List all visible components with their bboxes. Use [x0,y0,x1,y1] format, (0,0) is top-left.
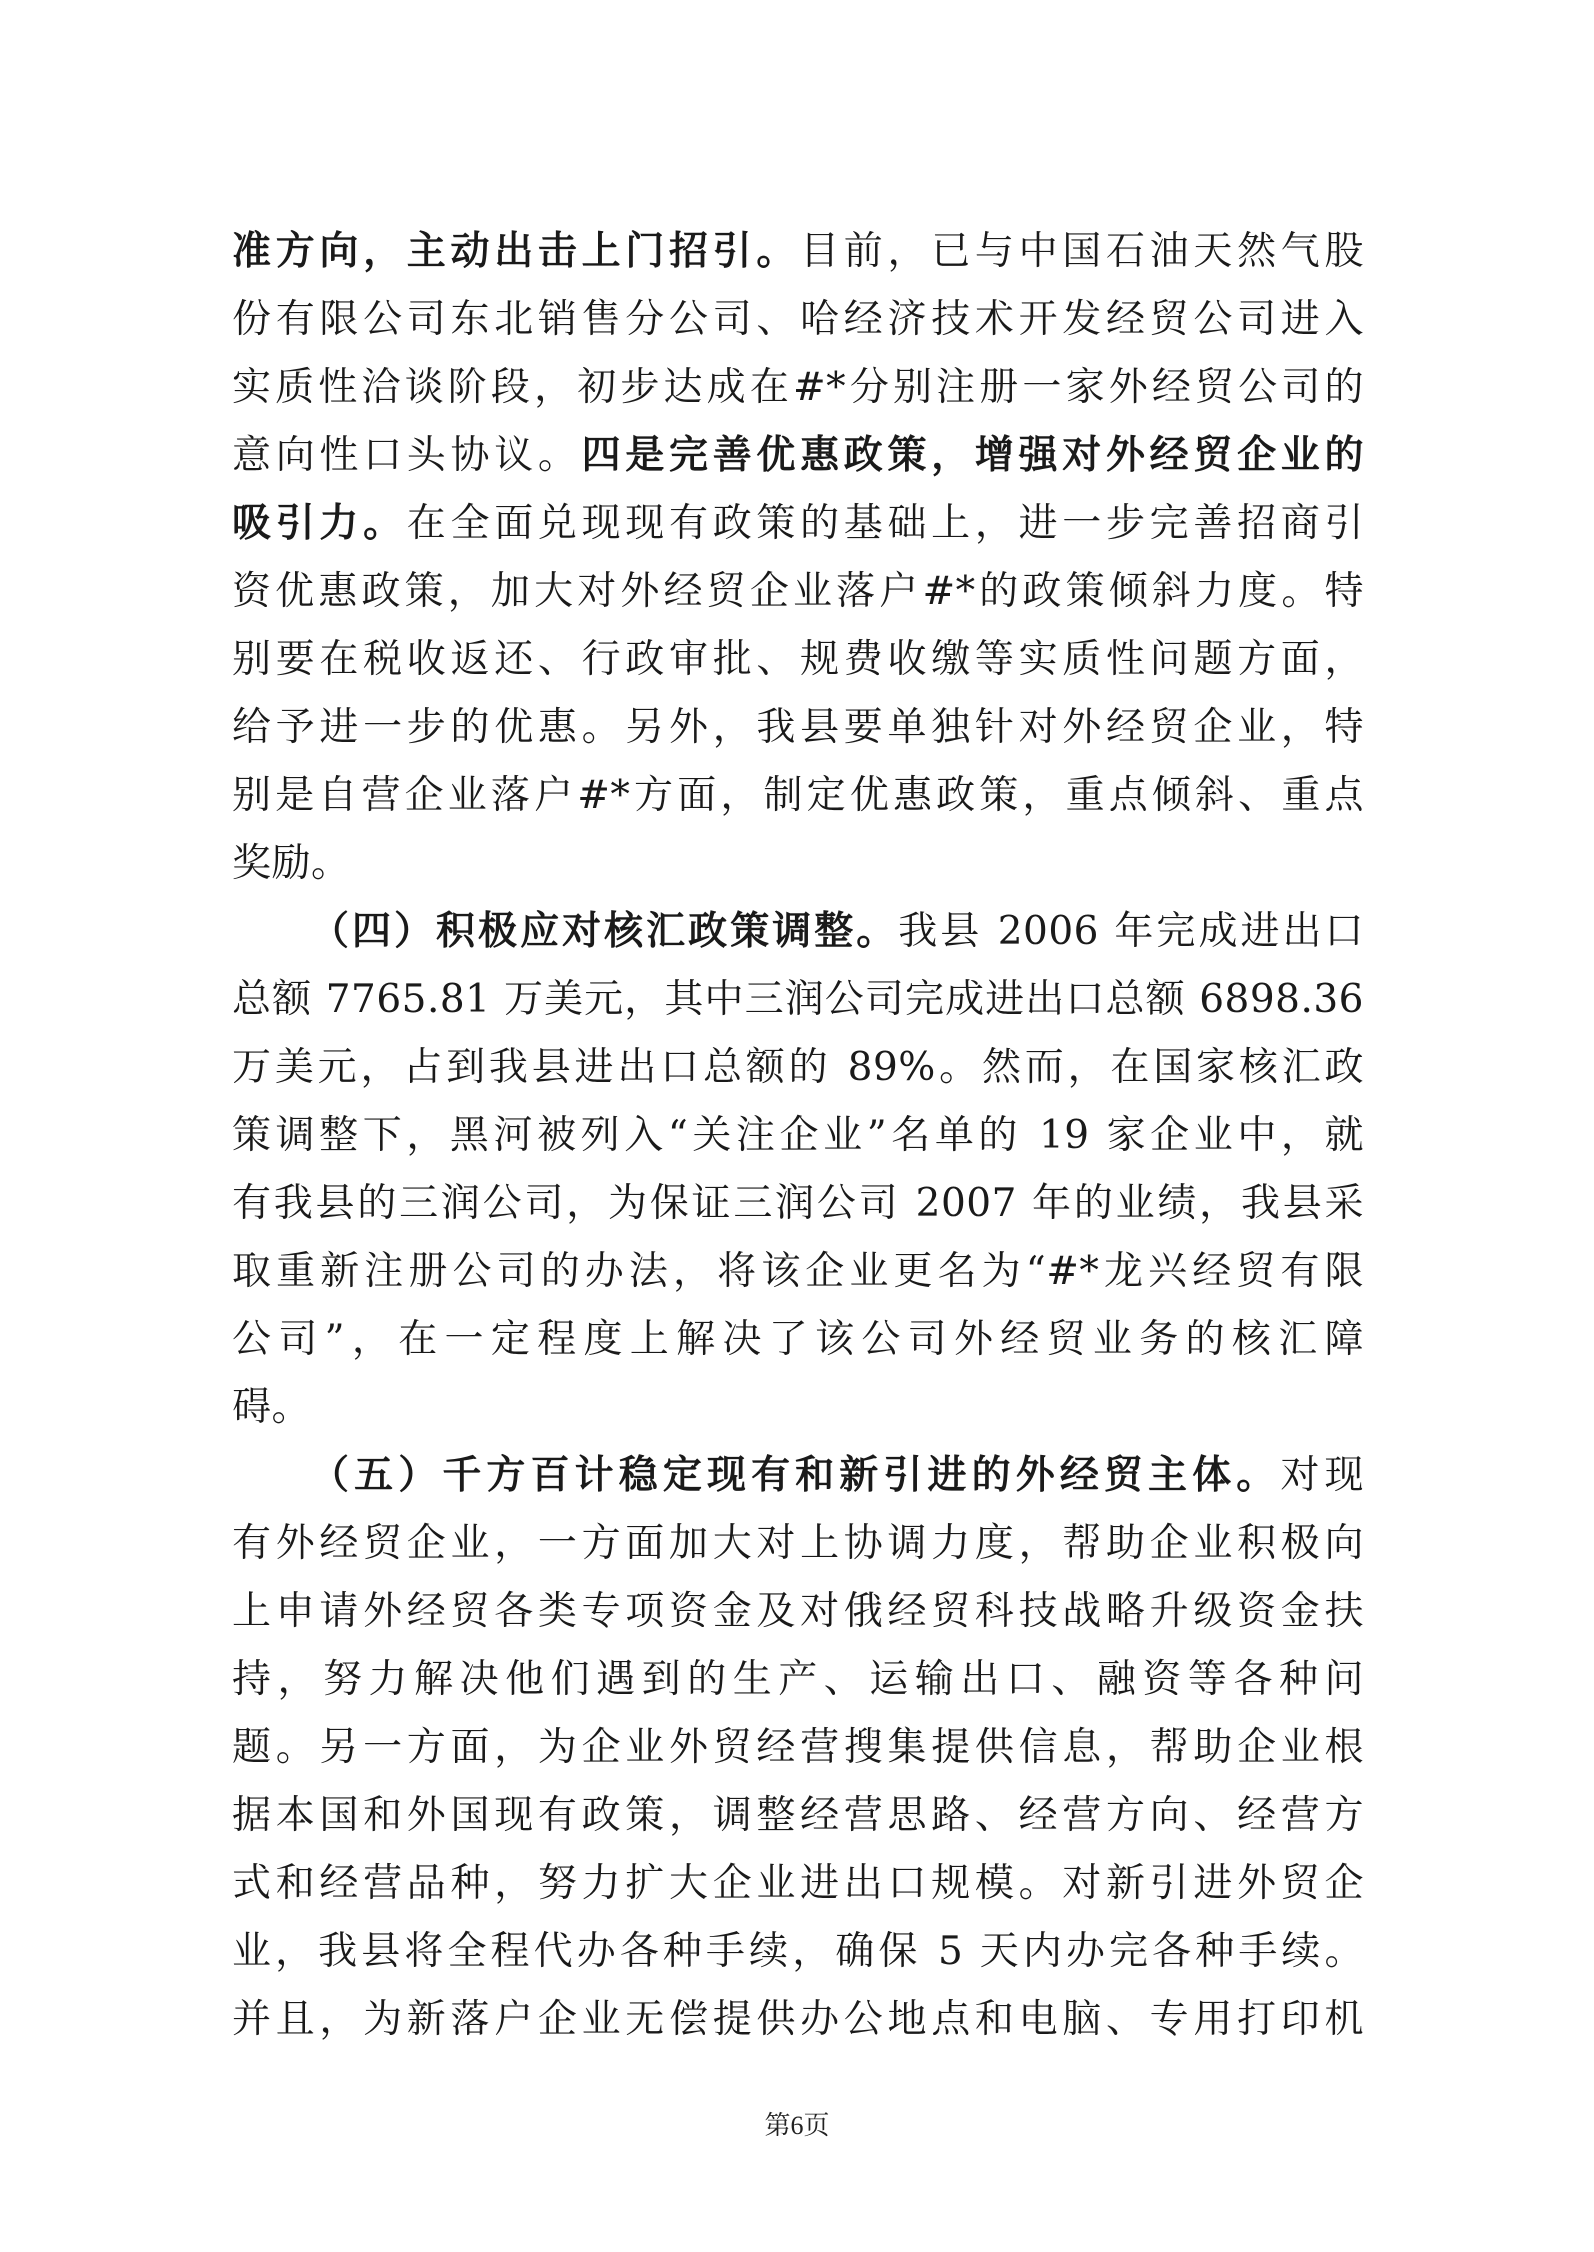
text-line: 上申请外经贸各类专项资金及对俄经贸科技战略升级资金扶 [232,1589,1364,1634]
text-line: 实质性洽谈阶段，初步达成在#*分别注册一家外经贸公司的 [232,365,1364,410]
text-line: 别是自营企业落户#*方面，制定优惠政策，重点倾斜、重点 [232,773,1364,818]
text-line: 有我县的三润公司，为保证三润公司 2007 年的业绩，我县采 [232,1181,1364,1226]
section-heading-line: （五）千方百计稳定现有和新引进的外经贸主体。对现 [310,1453,1364,1498]
text-line: 准方向，主动出击上门招引。目前，已与中国石油天然气股 [232,229,1364,274]
text-line: 式和经营品种，努力扩大企业进出口规模。对新引进外贸企 [232,1861,1364,1906]
text-line: 策调整下，黑河被列入“关注企业”名单的 19 家企业中，就 [232,1113,1364,1158]
text-line: 别要在税收返还、行政审批、规费收缴等实质性问题方面， [232,637,1364,682]
text-line: 有外经贸企业，一方面加大对上协调力度，帮助企业积极向 [232,1521,1364,1566]
text-line: 持，努力解决他们遇到的生产、运输出口、融资等各种问 [232,1657,1364,1702]
text-line: 取重新注册公司的办法，将该企业更名为“#*龙兴经贸有限 [232,1249,1364,1294]
text-line: 奖励。 [232,841,351,886]
text-line: 万美元，占到我县进出口总额的 89%。然而，在国家核汇政 [232,1045,1364,1090]
text-line: 份有限公司东北销售分公司、哈经济技术开发经贸公司进入 [232,297,1364,342]
document-body [232,218,1364,2054]
page-number: 第6页 [764,2111,830,2140]
text-line: 并且，为新落户企业无偿提供办公地点和电脑、专用打印机 [232,1997,1364,2042]
section-heading-line: （四）积极应对核汇政策调整。我县 2006 年完成进出口 [310,909,1364,954]
text-line: 公司”，在一定程度上解决了该公司外经贸业务的核汇障 [232,1317,1364,1362]
text-line: 题。另一方面，为企业外贸经营搜集提供信息，帮助企业根 [232,1725,1364,1770]
text-line: 碍。 [232,1385,312,1430]
text-line: 业，我县将全程代办各种手续，确保 5 天内办完各种手续。 [232,1929,1364,1974]
text-line: 给予进一步的优惠。另外，我县要单独针对外经贸企业，特 [232,705,1364,750]
text-line: 总额 7765.81 万美元，其中三润公司完成进出口总额 6898.36 [232,977,1364,1022]
text-line: 资优惠政策，加大对外经贸企业落户#*的政策倾斜力度。特 [232,569,1364,614]
text-line: 吸引力。在全面兑现现有政策的基础上，进一步完善招商引 [232,501,1364,546]
text-line: 据本国和外国现有政策，调整经营思路、经营方向、经营方 [232,1793,1364,1838]
text-line: 意向性口头协议。四是完善优惠政策，增强对外经贸企业的 [232,433,1364,478]
